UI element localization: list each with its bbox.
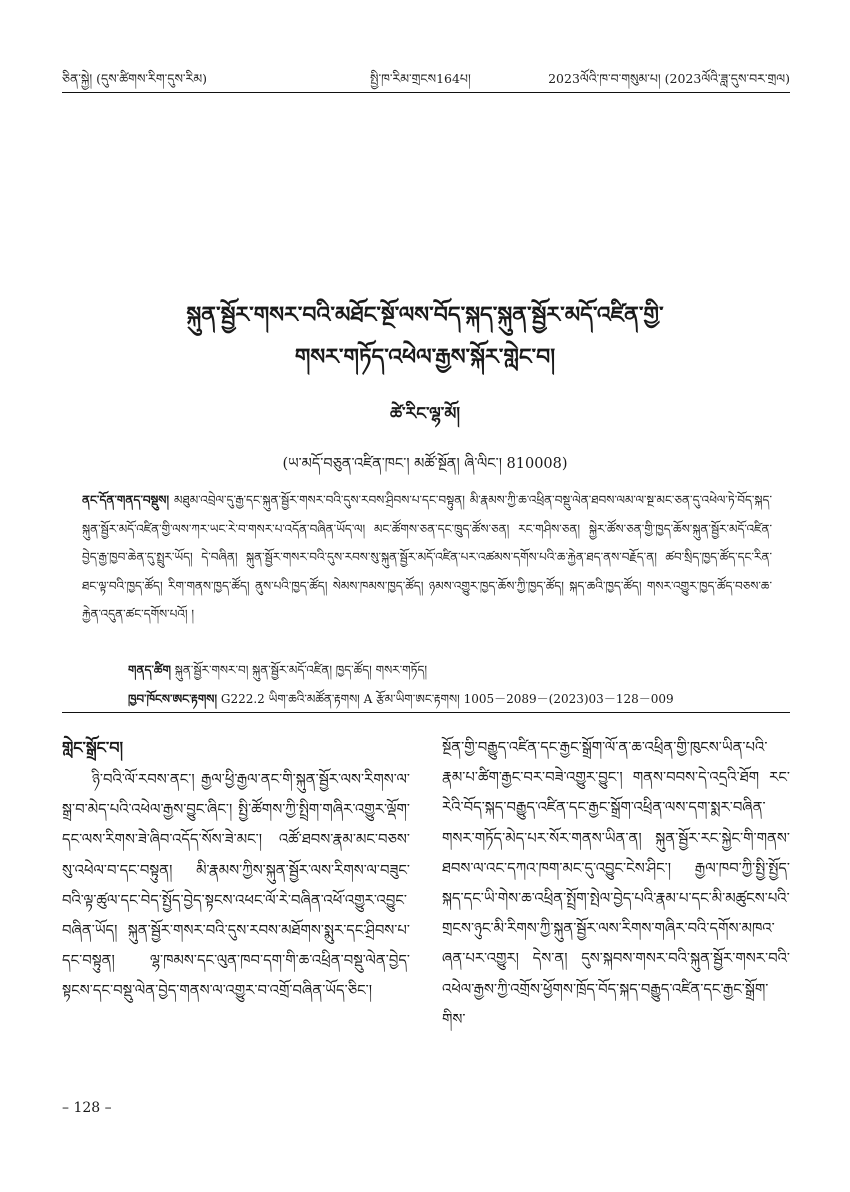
- keywords-label: གནད་ཚིག: [128, 663, 171, 677]
- header-issue-date: 2023ལོའི་ཁ་བ་གསུམ་པ། (2023ལོའི་ཟླ་དུས་བར་གྲལ): [548, 71, 790, 86]
- body-column-left: [62, 733, 410, 1007]
- classification-text: G222.2 ཡིག་ཆའི་མཚོན་རྟགས། A རྩོམ་ཡིག་ཨང་རྟགས། 1005－2089－(2023)03－128－009: [220, 692, 674, 706]
- page-number: – 128 –: [62, 1100, 112, 1116]
- section-heading: གླེང་སྒྲོང་བ།: [62, 738, 124, 757]
- classification-codes: [128, 686, 674, 720]
- abstract-label: ནང་དོན་གནད་བསྡུས།: [82, 493, 170, 507]
- abstract-text: མཐུམ་འབྲེལ་དུ་རྒྱ་དང་སྐུན་སྦྱོར་གསར་བའི་དུས་རབས་ཤྲིབས་པ་དང་བསྟུན། མི་རྣམས་ཀྱི་ཆ་འཕྲིན་བསྡུ་ལེན་ཐབས་ལམ་ལ་སྔ་མང་ཅན་དུ་འཕེལ་ཏེ་བོད་སྐད་སྐུན་སྦྱོར་མདོ་འཛིན་གྱི་ལས་ཀར་ཡང་རེ་བ་གསར་པ་འདོན་བཞིན་ཡོད་ལ། མང་ཚོགས་ཅན་དང་ཁྲུད་ཚོས་ཅན། རང་གཤིས་ཅན། སྐྱེར་ཚོས་ཅན་གྱི་ཁྱད་ཆོས་སྐུན་སྦྱོར་མདོ་འཛིན་བྱེད་རྒྱ་ཁྱབ་ཆེན་དུ་སྤྲུར་ཡོད། དེ་བཞིན། སྐུན་སྦྱོར་གསར་བའི་དུས་རབས་སུ་སྐུན་སྦྱོར་མདོ་འཛིན་པར་འཚམས་དགོས་པའི་ཆ་རྐྱེན་ཐད་ནས་བརྗོད་ན། ཚབ་སྲིད་ཁྱད་ཚོད་དང་རིན་ཐང་ལྟ་བའི་ཁྱད་ཚོད། རིག་གནས་ཁྱད་ཚོད། ནུས་པའི་ཁྱད་ཚོད། སེམས་ཁམས་ཁྱད་ཚོད། ཉམས་འགྱུར་ཁྱད་ཆོས་ཀྱི་ཁྱད་ཚོད། སྐད་ཆའི་ཁྱད་ཚོད། གསར་འགྱུར་ཁྱད་ཚོད་བཅས་ཆ་རྐྱེན་འདུན་ཚང་དགོས་པའོ། །: [82, 493, 772, 621]
- article-title-line-1: སྐུན་སྦྱོར་གསར་བའི་མཐོང་སྔོ་ལས་བོད་སྐད་སྐུན་སྦྱོར་མདོ་འཛིན་གྱི་: [186, 303, 664, 328]
- body-divider: [62, 712, 790, 713]
- author-name: ཚེ་རིང་ལྷ་མོ།: [389, 404, 461, 424]
- abstract: [82, 486, 772, 629]
- body-column-right: [442, 733, 790, 1035]
- body-text-right: སྔོན་གྱི་བརྒྱུད་འཛིན་དང་རྒྱང་སྒྲོག་ལོ་ན་ཆ་འཕྲིན་གྱི་ཁུངས་ཡིན་པའི་རྣམ་པ་ཚིག་རྒྱང་བར་བཟེ་འགྱུར་བྱུང་། གནས་བབས་དེ་འདྲའི་ཐོག རང་རེའི་བོད་སྐད་བརྒྱུད་འཛིན་དང་རྒྱང་སྒྲོག་འཕྲིན་ལས་དག་སྨར་བཞིན་གསར་གཏོད་མེད་པར་སོར་གནས་ཡིན་ན། སྐུན་སྦྱོར་རང་སྐྱེང་གི་གནས་ཐབས་ལ་འང་དཀའ་ཁག་མང་དུ་འབྱུང་ངེས་ཤིང་། རྒྱལ་ཁབ་ཀྱི་སྤྱི་སྤྱོད་སྐད་དང་ཡི་གེས་ཆ་འཕྲིན་སྤྲོག་སྤེལ་བྱེད་པའི་རྣམ་པ་དང་མི་མཚུངས་པའི་གྲངས་ཉུང་མི་རིགས་ཀྱི་སྐུན་སྦྱོར་ལས་རིགས་གཞིར་བའི་དགོས་མཁའ་ཞན་པར་འགྱུར། དེས་ན། དུས་སྐབས་གསར་བའི་སྐུན་སྦྱོར་གསར་བའི་འཕེལ་རྒྱས་ཀྱི་འགྲོས་ཕྱོགས་ཁྲོད་བོད་སྐད་བརྒྱུད་འཛིན་དང་རྒྱང་སྒྲོག་གིས་: [442, 739, 790, 1028]
- header-journal: ཅིན་སྐྱེ། (དུས་ཚིགས་རིག་དུས་རིམ): [62, 71, 207, 86]
- article-title-line-2: གསར་གཏོད་འཕེལ་རྒྱས་སྐོར་གླེང་བ།: [294, 345, 556, 370]
- running-header: [62, 70, 790, 92]
- keywords-text: སྐུན་སྦྱོར་གསར་བ། སྐུན་སྦྱོར་མདོ་འཛིན། ཁྱད་ཚོད། གསར་གཏོད།: [174, 663, 428, 677]
- classification-label: ཁྱབ་ཁོངས་ཨང་རྟགས།: [128, 692, 218, 706]
- header-issue-total: སྤྱི་ཁ་རིམ་གྲངས164པ།: [370, 71, 471, 86]
- body-text-left: ཉི་བའི་ལོ་རབས་ནང་། རྒྱལ་ཕྱི་རྒྱལ་ནང་གི་སྐུན་སྦྱོར་ལས་རིགས་ལ་སྒྲ་བ་མེད་པའི་འཕེལ་རྒྱས་བྱུང་ཞིང་། སྤྱི་ཚོགས་ཀྱི་སྤྲིག་གཞིར་འགྱུར་ལྡོག་དང་ལས་རིགས་ཟེ་ཞིབ་འདོད་སོས་ཟེ་མང་། འཚོ་ཐབས་རྣམ་མང་བཅས་སུ་འཕེལ་བ་དང་བསྟུན། མི་རྣམས་ཀྱིས་སྐུན་སྦྱོར་ལས་རིགས་ལ་བཟུང་བའི་ལྟ་ཚུལ་དང་བེད་སྤྱོད་བྱེད་སྟངས་འཕང་ལོ་རེ་བཞིན་འཕོ་འགྱུར་འབྱུང་བཞིན་ཡོད། སྐུན་སྦྱོར་གསར་བའི་དུས་རབས་མཐོགས་སྨུར་དང་ཤྲིབས་པ་དང་བསྟུན། ལྷ་ཁམས་དང་ལུན་ཁབ་དག་གི་ཆ་འཕྲིན་བསྡུ་ལེན་བྱེད་སྟངས་དང་བསྡུ་ལེན་བྱེད་གནས་ལ་འགྱུར་བ་འགྲོ་བཞིན་ཡོད་ཅིང་།: [62, 771, 410, 1000]
- header-divider: [62, 92, 790, 93]
- author-affiliation: (ཡ་མདོ་བཅུན་འཛིན་ཁང་། མཚོ་སྔོན། ཞི་ལིང་། 810008): [282, 456, 568, 472]
